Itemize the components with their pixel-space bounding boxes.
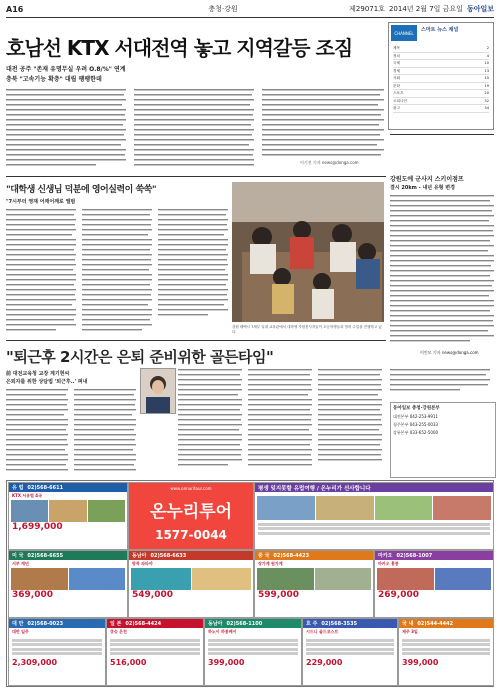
side-body: [390, 194, 494, 354]
side-body-extra: [390, 368, 490, 398]
body-text-lines: [6, 88, 386, 170]
ad-cell-taiwan[interactable]: 대 만 02)568-0023 대만 일주 2,309,000: [8, 618, 106, 686]
channel-logo: CHANNEL: [391, 25, 417, 41]
story2-headline: "대학생 신생님 덕분에 영어실력이 쑥쑥": [6, 185, 157, 195]
ad-center-brand[interactable]: www.onnuritour.com 온누리투어 1577-0044: [128, 482, 254, 550]
lead-line-2: 충북 "고속기능 확충" 대립 팽팽한데: [6, 76, 102, 83]
ad-cell-sea[interactable]: 동남아 02)568-6633 방콕 파타야 549,000: [128, 550, 254, 618]
index-row[interactable]: 제목 2: [393, 45, 489, 53]
index-title: 스마트 뉴스 채널: [421, 27, 459, 33]
story3-sub: 前 대전교육청 교장 계기현씨: [6, 371, 70, 377]
story3-headline: "퇴근후 2시간은 은퇴 준비위한 골든타임": [6, 348, 274, 366]
index-row[interactable]: 광고 34: [393, 105, 489, 113]
ad-cell-china[interactable]: 중 국 02)568-4423 장가계 원가계 599,000: [254, 550, 374, 618]
side-rule: [390, 134, 494, 135]
story3-rule: [6, 340, 386, 341]
index-list: [393, 45, 489, 113]
travel-ad: [6, 480, 494, 687]
info-row: 청주본부 043-255-0033: [393, 422, 439, 427]
main-byline: 이기진 기자 news@donga.com: [300, 160, 359, 165]
page-header: [6, 3, 494, 15]
index-row[interactable]: 정치 4: [393, 53, 489, 61]
main-headline: 호남선 KTX 서대전역 놓고 지역갈등 조짐: [6, 36, 353, 60]
section-name: 충청·강원: [208, 5, 238, 13]
header-rule: [6, 17, 494, 18]
paper-name: 동아일보: [466, 5, 494, 13]
index-row[interactable]: 문화 19: [393, 83, 489, 91]
lead-line-1: 대전 공주 "존재 유명무실 우려 O.8/%" 연계: [6, 66, 126, 73]
index-box: [388, 22, 494, 130]
side-subtitle: 결시 20km - 내년 유형 변경: [390, 185, 455, 191]
index-row[interactable]: 오피니언 32: [393, 98, 489, 106]
side-title: 강원도에 군사지 스키이점프: [390, 176, 464, 183]
issue-number: 제29071호: [349, 5, 385, 13]
info-title: 동아일보 충청·강원본부: [393, 406, 440, 411]
contact-info-box: [390, 402, 496, 478]
ad-cell-australia[interactable]: 호 주 02)568-3535 시드니 골드코스트 229,000: [302, 618, 398, 686]
story3-body-right: [178, 368, 386, 472]
story2-body: [6, 208, 228, 336]
portrait-photo: [140, 368, 176, 414]
story2-sub: "7시부터 영재 어깨어깨로 앨범: [6, 199, 76, 205]
story2-rule: [6, 176, 386, 177]
index-row[interactable]: 사회 15: [393, 75, 489, 83]
ad-cell-macau[interactable]: 마카오 02)568-1007 마카오 홍콩 269,000: [374, 550, 494, 618]
index-row[interactable]: 스포츠 20: [393, 90, 489, 98]
classroom-photo: [232, 182, 384, 322]
ad-cell-domestic[interactable]: 국 내 02)544-4442 제주 3일 399,000: [398, 618, 494, 686]
issue-date: 2014년 2월 7일 금요일: [388, 5, 463, 13]
info-row: 대전본부 042-253-9911: [393, 414, 439, 419]
ad-cell-hanoi[interactable]: 동남아 02)568-1100 하노이 하롱베이 399,000: [204, 618, 302, 686]
story3-sub2: 은퇴자를 위한 상담법 '퇴근후..' 펴내: [6, 379, 88, 385]
ad-cell-europe[interactable]: 유 럽 02)568-6611 KTX 서유럽 4국 1,699,000: [8, 482, 128, 550]
ad-cell-feature[interactable]: 평생 잊지못할 유럽여행 / 온누리가 선사합니다: [254, 482, 494, 550]
ad-cell-usa[interactable]: 미 국 02)568-6655 서부 캐년 369,000: [8, 550, 128, 618]
index-row[interactable]: 국제 10: [393, 60, 489, 68]
info-row: 강릉본부 033-652-5000: [393, 430, 439, 435]
ad-cell-japan[interactable]: 일 본 02)568-4424 큐슈 온천 516,000: [106, 618, 204, 686]
main-story-body: [6, 88, 386, 170]
index-row[interactable]: 경제 13: [393, 68, 489, 76]
page-number: A16: [6, 4, 24, 14]
side-byline: 이인모 기자 news@donga.com: [420, 350, 479, 355]
story3-body-left: [6, 388, 136, 474]
story2-caption: 강원 태백시 7세부 일대 교육관에서 대학생 자원봉사자들이 초등학생들과 영어 수업을 진행하고 있다.: [232, 325, 382, 334]
story2-photo: [232, 182, 384, 322]
